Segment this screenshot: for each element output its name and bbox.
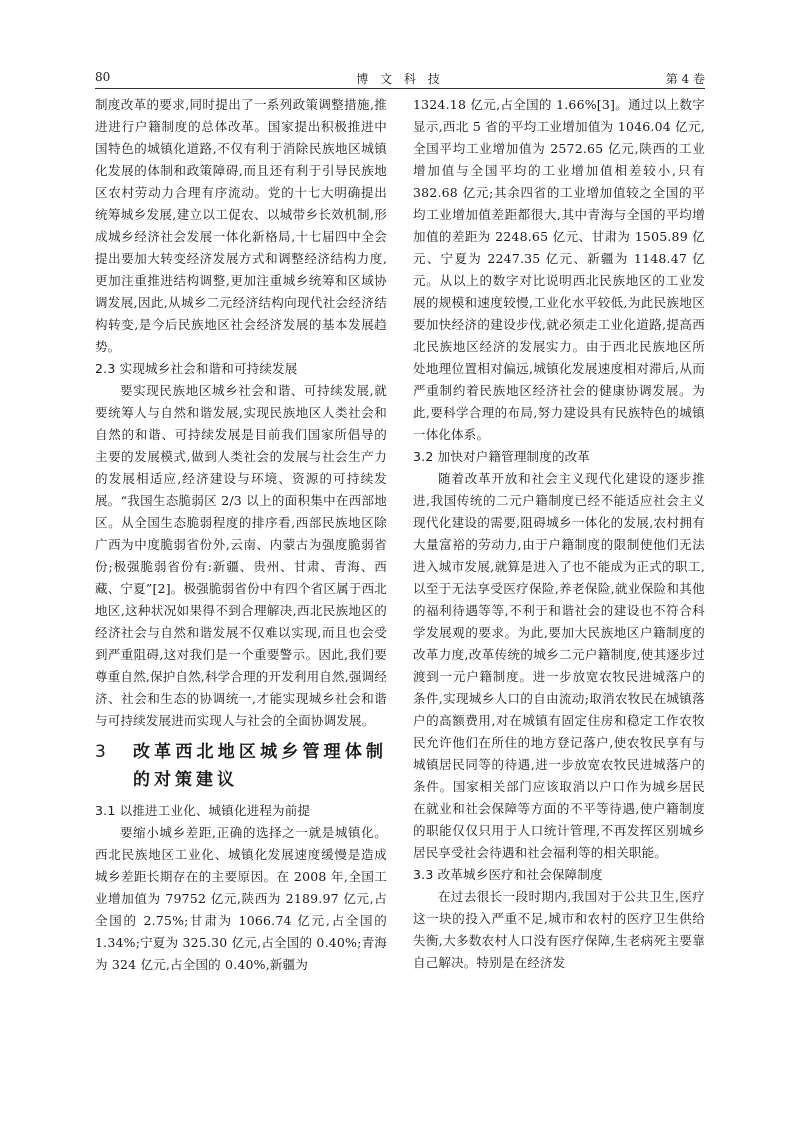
section-heading-3 (95, 738, 387, 794)
paragraph: 制度改革的要求,同时提出了一系列政策调整措施,推进进行户籍制度的总体改革。国家提出积极推进中国特色的城镇化道路,不仅有利于消除民族地区城镇化发展的体制和政策障碍,而且还有利于引导民族地区农村劳动力合理有序流动。党的十七大明确提出统筹城乡发展,建立以工促农、以城带乡长效机制,形成城乡经济社会发展一体化新格局,十七届四中全会提出要加大转变经济发展方式和调整经济结构力度,更加注重推进结构调整,更加注重城乡统筹和区域协调发展,因此,从城乡二元经济结构向现代社会经济结构转变,是今后民族地区社会经济发展的基本发展趋势。 (95, 97, 387, 354)
paragraph: 要实现民族地区城乡社会和谐、可持续发展,就要统筹人与自然和谐发展,实现民族地区人类社会和自然的和谐、可持续发展是目前我们国家所倡导的主要的发展模式,做到人类社会的发展与社会生产力的发展相适应,经济建设与环境、资源的可持续发展。“我国生态脆弱区 2/3 以上的面积集中在西部地区。从全国生态脆弱程度的排序看,西部民族地区除广西为中度脆弱省份外,云南、内蒙古为强度脆弱省份;极强脆弱省份有:新疆、贵州、甘肃、青海、西藏、宁夏”[2]。极强脆弱省份中有四个省区属于西北地区,这种状况如果得不到合理解决,西北民族地区的经济社会与自然和谐发展不仅难以实现,而且也会受到严重阻碍,这对我们是一个重要警示。因此,我们要尊重自然,保护自然,科学合理的开发利用自然,强调经济、社会和生态的协调统一,才能实现城乡社会和谐与可持续发展进而实现人与社会的全面协调发展。 (95, 383, 387, 728)
running-header (95, 70, 705, 88)
right-column (413, 94, 705, 974)
paragraph: 要缩小城乡差距,正确的选择之一就是城镇化。西北民族地区工业化、城镇化发展速度缓慢是造成城乡差距长期存在的主要原因。在 2008 年,全国工业增加值为 79752 亿元,陕西为 2189.97 亿元,占全国的 2.75%;甘肃为 1066.74 亿元,占全国的 1.34%;宁夏为 325.30 亿元,占全国的 0.40%;青海为 324 亿元,占全国的 0.40%,新疆为 (95, 825, 387, 972)
header-rule (95, 88, 705, 89)
page-number: 80 (95, 70, 111, 84)
subsection-heading-3-1: 3.1 以推进工业化、城镇化进程为前提 (95, 803, 311, 818)
subsection-heading-3-2: 3.2 加快对户籍管理制度的改革 (413, 449, 591, 464)
section-title: 改革西北地区城乡管理体制的对策建议 (133, 742, 387, 790)
section-number: 3 (95, 742, 106, 762)
subsection-heading-3-3: 3.3 改革城乡医疗和社会保障制度 (413, 867, 603, 882)
left-column (95, 94, 387, 976)
subsection-heading-2-3: 2.3 实现城乡社会和谐和可持续发展 (95, 361, 298, 376)
paragraph: 随着改革开放和社会主义现代化建设的逐步推进,我国传统的二元户籍制度已经不能适应社会主义现代化建设的需要,阻碍城乡一体化的发展,农村拥有大量富裕的劳动力,由于户籍制度的限制使他们无法进入城市发展,就算是进入了也不能成为正式的职工,以至于无法享受医疗保险,养老保险,就业保险和其他的福利待遇等等,不利于和谐社会的建设也不符合科学发展观的要求。为此,要加大民族地区户籍制度的改革力度,改革传统的城乡二元户籍制度,使其逐步过渡到一元户籍制度。进一步放宽农牧民进城落户的条件,实现城乡人口的自由流动;取消农牧民在城镇落户的高额费用,对在城镇有固定住房和稳定工作农牧民允许他们在所住的地方登记落户,使农牧民享有与城镇居民同等的待遇,进一步放宽农牧民进城落户的条件。国家相关部门应该取消以户口作为城乡居民在就业和社会保障等方面的不平等待遇,使户籍制度的职能仅仅只用于人口统计管理,不再发挥区别城乡居民享受社会待遇和社会福利等的相关职能。 (413, 471, 705, 860)
paragraph: 在过去很长一段时期内,我国对于公共卫生,医疗这一块的投入严重不足,城市和农村的医疗卫生供给失衡,大多数农村人口没有医疗保障,生老病死主要靠自己解决。特别是在经济发 (413, 889, 705, 970)
paragraph: 1324.18 亿元,占全国的 1.66%[3]。通过以上数字显示,西北 5 省的平均工业增加值为 1046.04 亿元,全国平均工业增加值为 2572.65 亿元,陕西的工业增加值与全国平均的工业增加值相差较小,只有 382.68 亿元;其余四省的工业增加值较之全国的平均工业增加值差距都很大,其中青海与全国的平均增加值的差距为 2248.65 亿元、甘肃为 1505.89 亿元、宁夏为 2247.35 亿元、新疆为 1148.47 亿元。从以上的数字对比说明西北民族地区的工业发展的规模和速度较慢,工业化水平较低,为此民族地区要加快经济的建设步伐,就必须走工业化道路,提高西北民族地区经济的发展实力。由于西北民族地区所处地理位置相对偏远,城镇化发展速度相对滞后,从而严重制约着民族地区经济社会的健康协调发展。为此,要科学合理的布局,努力建设具有民族特色的城镇一体化体系。 (413, 97, 705, 442)
volume-label: 第 4 卷 (665, 72, 705, 86)
journal-name: 博 文 科 技 (356, 72, 444, 86)
